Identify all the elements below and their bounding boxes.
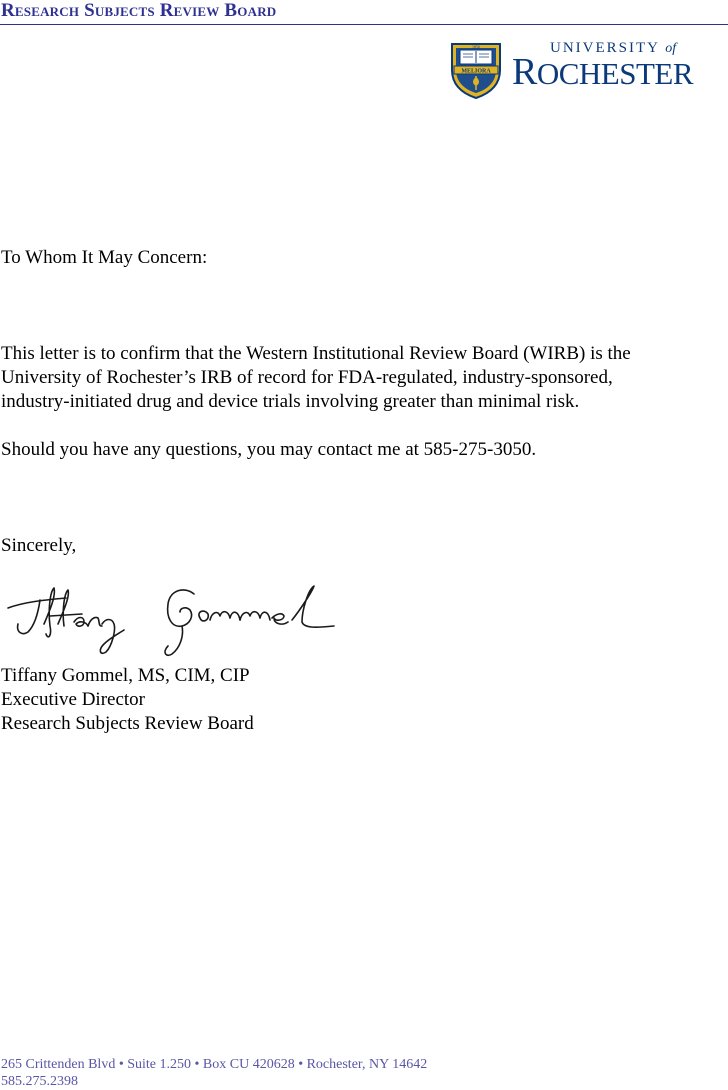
wordmark-university: UNIVERSITY: [550, 40, 660, 56]
signer-department: Research Subjects Review Board: [1, 713, 254, 734]
header-divider: [0, 24, 728, 25]
wordmark-of: of: [665, 41, 677, 56]
paragraph-1-line-1: This letter is to confirm that the Western Institutional Review Board (WIRB) is the: [1, 343, 631, 364]
wordmark-rochester-rest: OCHESTER: [536, 56, 694, 91]
paragraph-1-line-2: University of Rochester’s IRB of record for FDA-regulated, industry-sponsored,: [1, 367, 613, 388]
footer-address: 265 Crittenden Blvd • Suite 1.250 • Box CU 420628 • Rochester, NY 14642: [1, 1057, 428, 1072]
letter-paragraph-2: Should you have any questions, you may contact me at 585-275-3050.: [1, 439, 537, 460]
signer-title: Executive Director: [1, 689, 146, 710]
university-seal-icon: [446, 40, 506, 100]
header-title: Research Subjects Review Board: [1, 0, 277, 21]
university-wordmark: [512, 40, 726, 100]
wordmark-rochester-initial: R: [512, 51, 537, 93]
letter-paragraph-1: [1, 342, 631, 414]
paragraph-1-line-3: industry-initiated drug and device trials involving greater than minimal risk.: [1, 391, 580, 412]
university-logo: [446, 40, 726, 102]
seal-year: 1850: [472, 44, 480, 50]
seal-motto: MELIORA: [461, 68, 491, 75]
letter-closing: Sincerely,: [1, 535, 77, 556]
wordmark-rochester: [512, 50, 693, 96]
footer-phone: 585.275.2398: [1, 1074, 78, 1089]
letter-salutation: To Whom It May Concern:: [1, 247, 208, 268]
signer-name: Tiffany Gommel, MS, CIM, CIP: [1, 665, 250, 686]
handwritten-signature: [4, 580, 344, 662]
